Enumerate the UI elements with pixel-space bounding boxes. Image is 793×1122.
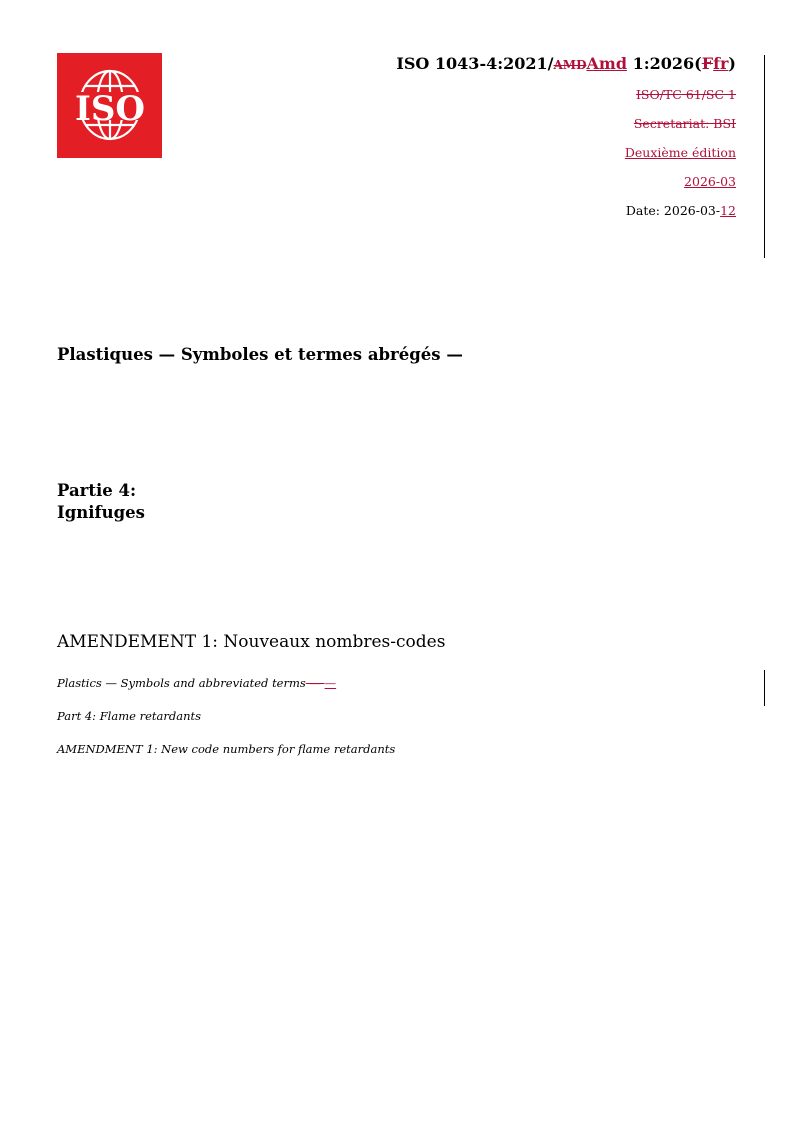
iso-logo: [57, 53, 162, 158]
english-title-dash-inserted: —: [324, 676, 337, 690]
doc-id-suffix: ): [728, 54, 736, 73]
main-title: Plastiques — Symboles et termes abrégés —: [57, 345, 463, 364]
committee-line: [396, 87, 736, 103]
secretariat-deleted: Secretariat: BSI: [633, 116, 736, 131]
committee-deleted: ISO/TC 61/SC 1: [635, 87, 736, 102]
english-amendment-title: AMENDMENT 1: New code numbers for flame retardants: [57, 742, 396, 756]
iso-logo-graphic: [57, 53, 162, 158]
doc-id-amd-deleted: AMD: [553, 58, 587, 72]
publication-date-inserted: 2026-03: [684, 174, 736, 189]
date-line: [396, 203, 736, 219]
amendment-title: AMENDEMENT 1: Nouveaux nombres-codes: [57, 632, 446, 652]
doc-id-lang-deleted: F: [701, 54, 714, 73]
change-bar-english-title: [764, 670, 765, 706]
document-identifier: [396, 52, 736, 77]
doc-id-mid: 1:2026(: [627, 54, 702, 73]
doc-id-prefix: ISO 1043-4:2021/: [396, 54, 554, 73]
publication-date-line: [396, 174, 736, 190]
edition-inserted: Deuxième édition: [624, 145, 736, 160]
english-main-title-text: Plastics — Symbols and abbreviated terms: [57, 676, 306, 690]
date-label: Date: 2026-03-: [625, 203, 721, 218]
doc-id-lang-inserted: fr: [713, 54, 729, 73]
document-header: [396, 52, 736, 219]
english-title-dash-deleted: —: [305, 676, 325, 690]
english-part-title: Part 4: Flame retardants: [57, 709, 202, 723]
part-title: Ignifuges: [57, 503, 145, 522]
part-title-block: [57, 480, 145, 524]
change-bar-header: [764, 55, 765, 258]
iso-logo-text: ISO: [74, 89, 146, 129]
secretariat-line: [396, 116, 736, 132]
doc-id-amd-inserted: Amd: [586, 54, 628, 73]
english-main-title: [57, 676, 336, 690]
date-day-inserted: 12: [720, 203, 736, 218]
part-label: Partie 4:: [57, 481, 137, 500]
edition-line: [396, 145, 736, 161]
